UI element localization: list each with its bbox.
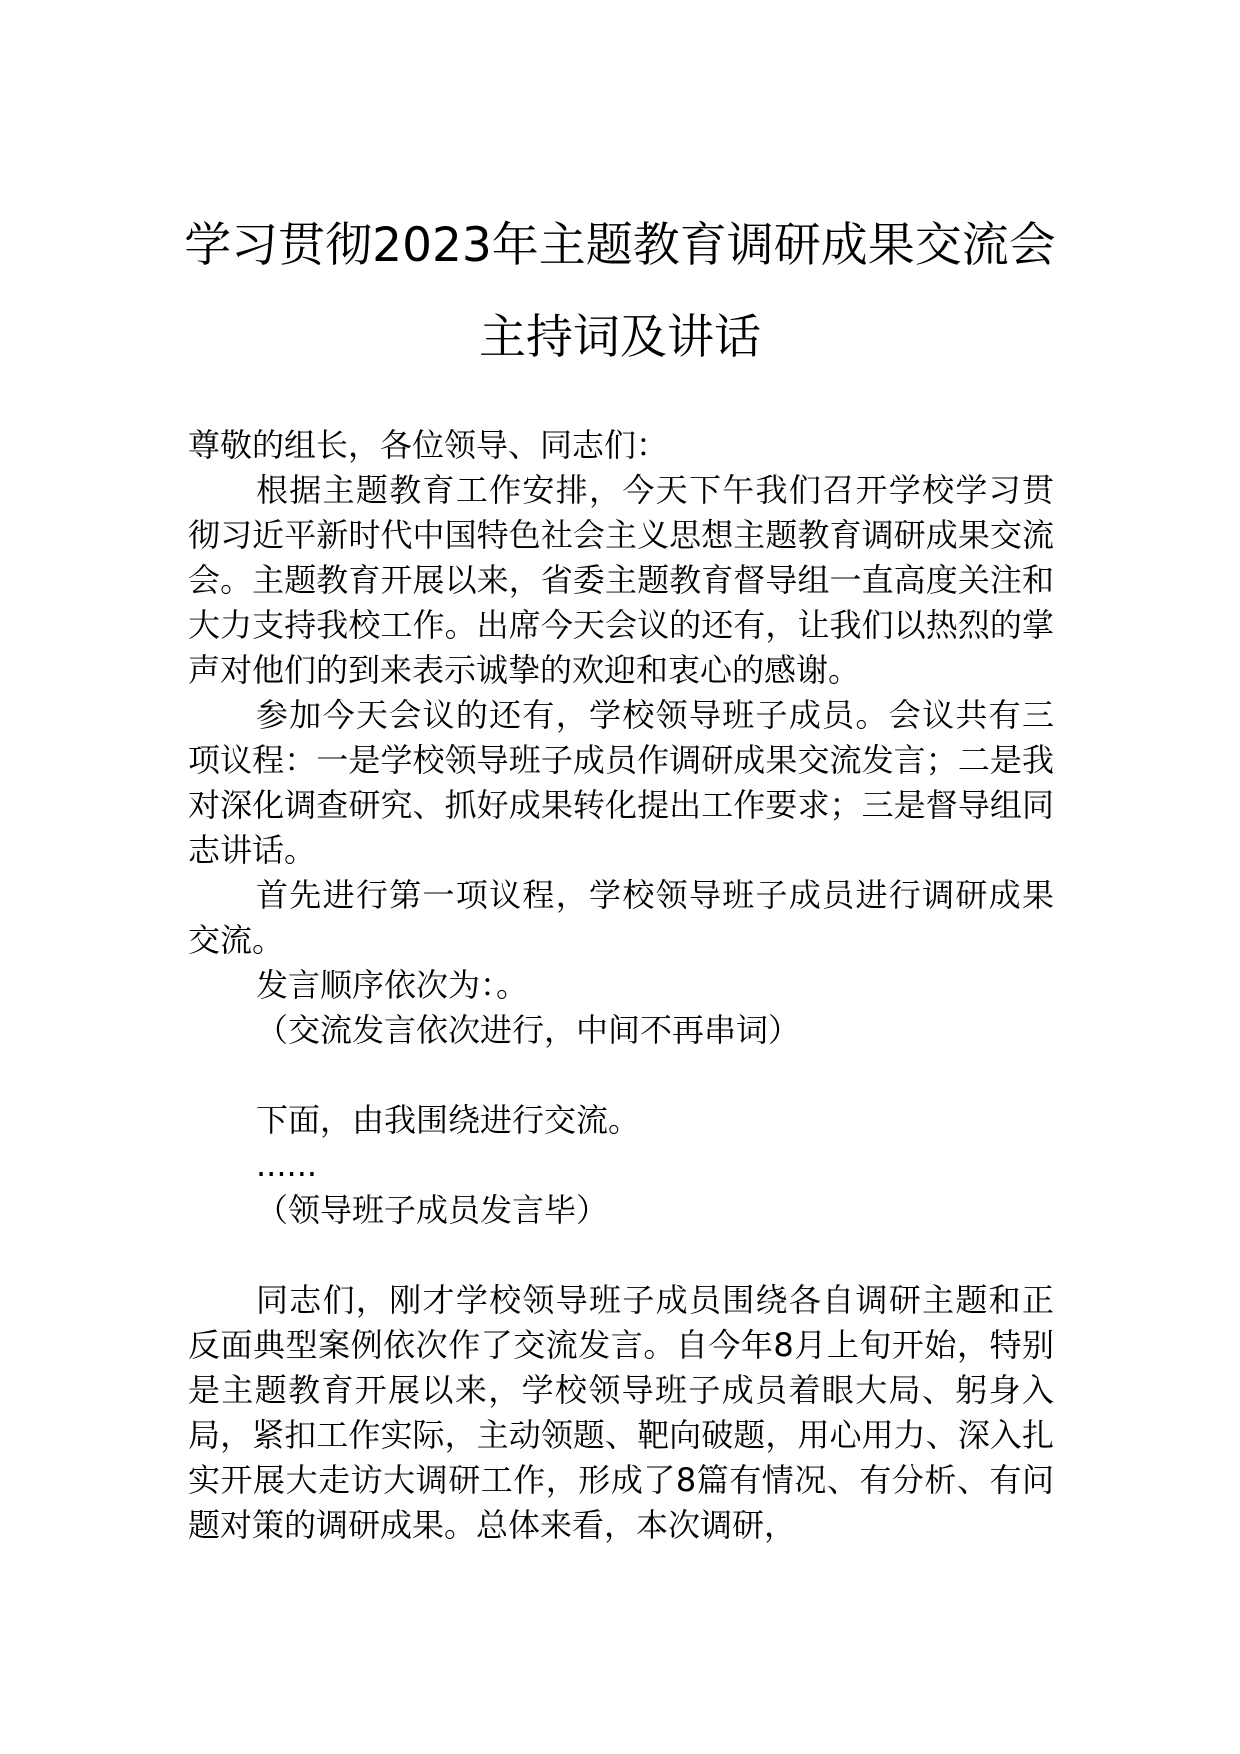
blank-line	[188, 1233, 1054, 1278]
paragraph-note-no-transition: （交流发言依次进行，中间不再串词）	[256, 1011, 801, 1049]
paragraph-ellipsis: ......	[256, 1146, 318, 1184]
document-title-line-1: 学习贯彻2023年主题教育调研成果交流会	[184, 218, 1056, 273]
paragraph-opening: 根据主题教育工作安排，今天下午我们召开学校学习贯彻习近平新时代中国特色社会主义思想主题教育调研成果交流会。主题教育开展以来，省委主题教育督导组一直高度关注和大力支持我校工作。出席今天会议的还有，让我们以热烈的掌声对他们的到来表示诚挚的欢迎和衷心的感谢。	[188, 471, 1054, 689]
paragraph-agenda: 参加今天会议的还有，学校领导班子成员。会议共有三项议程：一是学校领导班子成员作调研成果交流发言；二是我对深化调查研究、抓好成果转化提出工作要求；三是督导组同志讲话。	[188, 696, 1054, 869]
paragraph-first-agenda: 首先进行第一项议程，学校领导班子成员进行调研成果交流。	[188, 876, 1054, 959]
salutation: 尊敬的组长，各位领导、同志们：	[188, 426, 669, 464]
paragraph-speaking-order: 发言顺序依次为：。	[256, 966, 529, 1004]
document-body	[188, 423, 1054, 1548]
paragraph-note-speeches-finished: （领导班子成员发言毕）	[256, 1191, 609, 1229]
document-title-line-2: 主持词及讲话	[479, 310, 761, 365]
blank-line	[188, 1053, 1054, 1098]
paragraph-my-exchange: 下面，由我围绕进行交流。	[256, 1101, 641, 1139]
paragraph-summary: 同志们，刚才学校领导班子成员围绕各自调研主题和正反面典型案例依次作了交流发言。自今年8月上旬开始，特别是主题教育开展以来，学校领导班子成员着眼大局、躬身入局，紧扣工作实际，主动领题、靶向破题，用心用力、深入扎实开展大走访大调研工作，形成了8篇有情况、有分析、有问题对策的调研成果。总体来看，本次调研，	[188, 1281, 1054, 1544]
